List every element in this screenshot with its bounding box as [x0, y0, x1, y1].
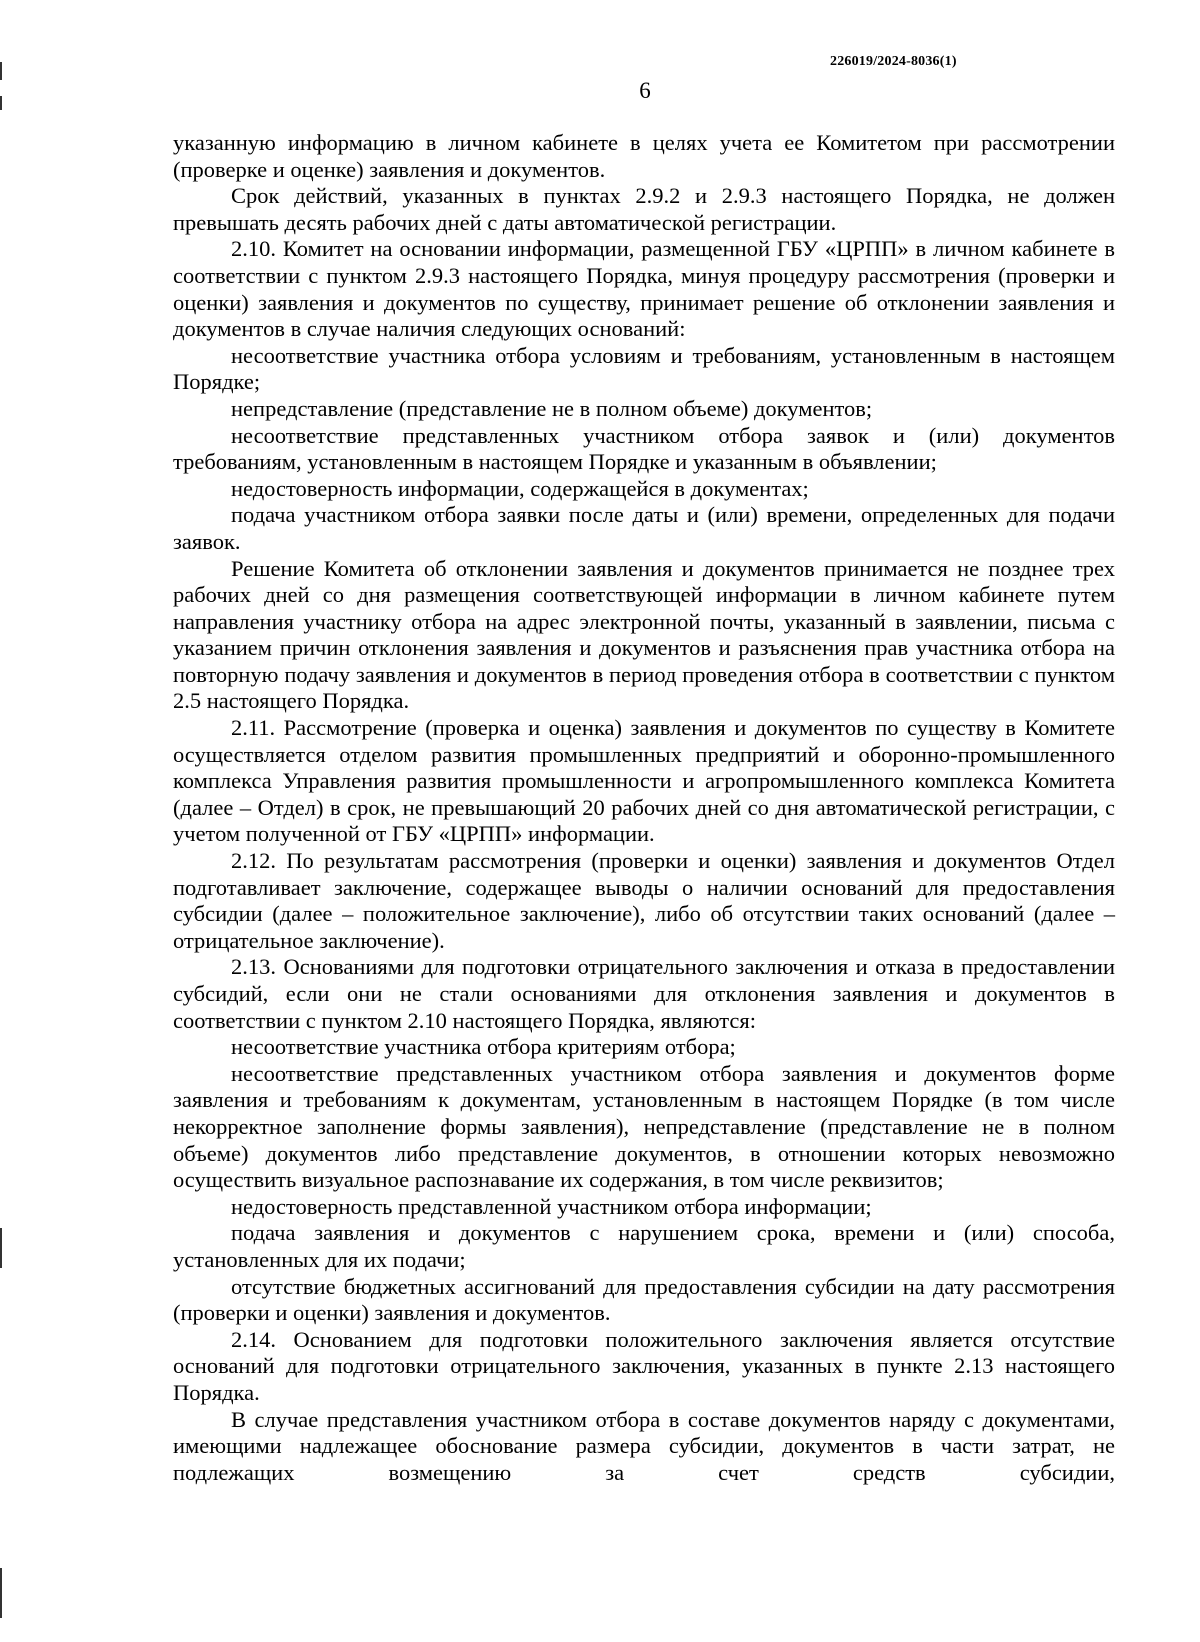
paragraph-2-14: 2.14. Основанием для подготовки положительного заключения является отсутствие оснований для подготовки отрицательного заключения, указанных в пункте 2.13 настоящего Порядка.: [173, 1326, 1115, 1405]
registration-number: 226019/2024-8036(1): [830, 54, 957, 69]
list-item: несоответствие участника отбора критериям отбора;: [231, 1034, 736, 1060]
paragraph-2-13: 2.13. Основаниями для подготовки отрицательного заключения и отказа в предоставлении субсидий, если они не стали основаниями для отклонения заявления и документов в соответствии с пунктом 2.10 настоящего Порядка, являются:: [173, 954, 1115, 1033]
list-item: непредставление (представление не в полном объеме) документов;: [231, 395, 873, 421]
paragraph-2-12: 2.12. По результатам рассмотрения (проверки и оценки) заявления и документов Отдел подготавливает заключение, содержащее выводы о наличии оснований для предоставления субсидии (далее – положительное заключение), либо об отсутствии таких оснований (далее – отрицательное заключение).: [173, 848, 1115, 953]
list-item: недостоверность информации, содержащейся в документах;: [231, 475, 809, 501]
paragraph-2-10: 2.10. Комитет на основании информации, размещенной ГБУ «ЦРПП» в личном кабинете в соответствии с пунктом 2.9.3 настоящего Порядка, минуя процедуру рассмотрения (проверки и оценки) заявления и документов по существу, принимает решение об отклонении заявления и документов в случае наличия следующих оснований:: [173, 236, 1115, 342]
document-body: [173, 130, 1115, 1486]
list-item: несоответствие участника отбора условиям и требованиям, установленным в настоящем Порядке;: [173, 342, 1115, 395]
paragraph: указанную информацию в личном кабинете в целях учета ее Комитетом при рассмотрении (проверке и оценке) заявления и документов.: [173, 130, 1115, 182]
paragraph-2-11: 2.11. Рассмотрение (проверка и оценка) заявления и документов по существу в Комитете осуществляется отделом развития промышленных предприятий и оборонно-промышленного комплекса Управления развития промышленности и агропромышленного комплекса Комитета (далее – Отдел) в срок, не превышающий 20 рабочих дней со дня автоматической регистрации, с учетом полученной от ГБУ «ЦРПП» информации.: [173, 715, 1115, 847]
list-item: несоответствие представленных участником отбора заявок и (или) документов требованиям, установленным в настоящем Порядке и указанным в объявлении;: [173, 422, 1115, 475]
paragraph: Решение Комитета об отклонении заявления и документов принимается не позднее трех рабочих дней со дня размещения соответствующей информации в личном кабинете путем направления участнику отбора на адрес электронной почты, указанный в заявлении, письма с указанием причин отклонения заявления и документов и разъяснения прав участника отбора на повторную подачу заявления и документов в период проведения отбора в соответствии с пунктом 2.5 настоящего Порядка.: [173, 555, 1115, 714]
list-item: подача участником отбора заявки после даты и (или) времени, определенных для подачи заявок.: [173, 502, 1115, 554]
scan-margin-mark: [0, 1228, 2, 1268]
paragraph: В случае представления участником отбора в составе документов наряду с документами, имеющими надлежащее обоснование размера субсидии, документов в части затрат, не подлежащих возмещению за счет средств субсидии,: [173, 1406, 1115, 1485]
page-number: 6: [639, 78, 651, 103]
paragraph: Срок действий, указанных в пунктах 2.9.2 и 2.9.3 настоящего Порядка, не должен превышать десять рабочих дней с даты автоматической регистрации.: [173, 183, 1115, 235]
scan-margin-mark: [0, 1568, 2, 1618]
list-item: подача заявления и документов с нарушением срока, времени и (или) способа, установленных для их подачи;: [173, 1220, 1115, 1272]
list-item: отсутствие бюджетных ассигнований для предоставления субсидии на дату рассмотрения (проверки и оценки) заявления и документов.: [173, 1273, 1115, 1326]
list-item: несоответствие представленных участником отбора заявления и документов форме заявления и требованиям к документам, установленным в настоящем Порядке (в том числе некорректное заполнение формы заявления), непредставление (представление не в полном объеме) документов либо представление документов, в отношении которых невозможно осуществить визуальное распознавание их содержания, в том числе реквизитов;: [173, 1060, 1115, 1193]
list-item: недостоверность представленной участником отбора информации;: [231, 1193, 872, 1219]
